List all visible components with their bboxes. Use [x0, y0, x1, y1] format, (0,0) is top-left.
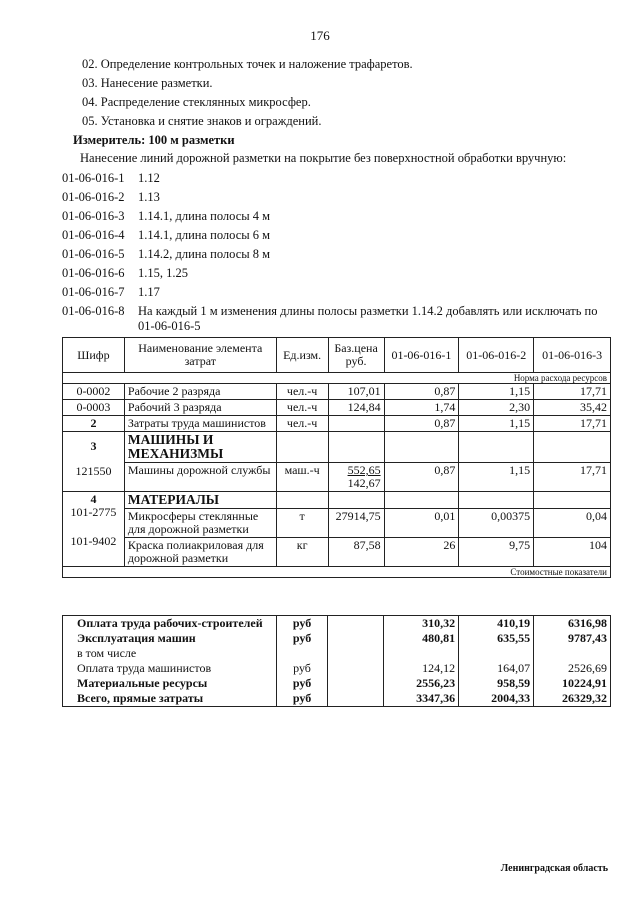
cell-unit: чел.-ч [276, 416, 328, 432]
cost-name: Эксплуатация машин [63, 631, 277, 646]
cell-name: Рабочий 3 разряда [124, 400, 276, 416]
cell-code: 0-0003 [63, 400, 125, 416]
code-id: 01-06-016-7 [62, 285, 125, 299]
cell-name: Краска полиакриловая для дорожной разметки [124, 538, 276, 567]
code-text: 1.14.2, длина полосы 8 м [138, 247, 271, 261]
cost-table [62, 615, 611, 707]
cost-name: Оплата труда машинистов [63, 661, 277, 676]
cell-price [328, 463, 384, 492]
cost-unit: руб [276, 691, 328, 707]
cost-value: 958,59 [459, 676, 534, 691]
cost-value [534, 646, 611, 661]
header-unit: Ед.изм. [276, 338, 328, 373]
cost-row [63, 616, 611, 632]
table-row [63, 538, 611, 567]
cell-unit: чел.-ч [276, 384, 328, 400]
header-price: Баз.цена руб. [328, 338, 384, 373]
header-col2: 01-06-016-2 [459, 338, 534, 373]
measure-unit: Измеритель: 100 м разметки [73, 133, 235, 147]
cost-blank [328, 616, 384, 632]
work-step: 03. Нанесение разметки. [82, 76, 213, 90]
price-line: 552,65 [347, 463, 381, 477]
code-id: 01-06-016-2 [62, 190, 125, 204]
code-id: 01-06-016-5 [62, 247, 125, 261]
cell-value: 17,71 [534, 463, 611, 492]
cost-unit: руб [276, 676, 328, 691]
cost-unit: руб [276, 661, 328, 676]
cell-price [328, 416, 384, 432]
cost-value: 635,55 [459, 631, 534, 646]
cell-value: 17,71 [534, 416, 611, 432]
cost-value: 3347,36 [384, 691, 459, 707]
cost-value: 2526,69 [534, 661, 611, 676]
cell-value: 0,04 [534, 509, 611, 538]
code-id: 01-06-016-8 [62, 304, 125, 318]
cost-name: Всего, прямые затраты [63, 691, 277, 707]
work-step: 02. Определение контрольных точек и наложение трафаретов. [82, 57, 413, 71]
cost-section-label: Стоимостные показатели [63, 567, 611, 578]
cell-name: Рабочие 2 разряда [124, 384, 276, 400]
code-row [62, 228, 270, 243]
cost-value: 480,81 [384, 631, 459, 646]
table-row [63, 384, 611, 400]
code-text: 1.15, 1.25 [138, 266, 188, 280]
cell-code: 4 [90, 492, 97, 506]
cell-value: 0,00375 [459, 509, 534, 538]
cell-value: 1,15 [459, 384, 534, 400]
cost-value: 124,12 [384, 661, 459, 676]
cell-value: 1,15 [459, 463, 534, 492]
table-row [63, 400, 611, 416]
cost-name: в том числе [63, 646, 277, 661]
table-row [63, 509, 611, 538]
code-id: 01-06-016-3 [62, 209, 125, 223]
cost-value: 164,07 [459, 661, 534, 676]
cost-row [63, 661, 611, 676]
cell-group-title: МАШИНЫ И МЕХАНИЗМЫ [124, 432, 276, 463]
code-id: 01-06-016-4 [62, 228, 125, 242]
cell-value: 9,75 [459, 538, 534, 567]
cell-code: 3 [90, 439, 97, 453]
footer-region: Ленинградская область [500, 863, 608, 874]
cell-value: 1,74 [384, 400, 459, 416]
cost-value: 2556,23 [384, 676, 459, 691]
cell-value: 0,87 [384, 416, 459, 432]
page-number: 176 [310, 28, 330, 43]
cell-name: Микросферы стеклянные для дорожной разметки [124, 509, 276, 538]
code-text: 1.14.1, длина полосы 6 м [138, 228, 271, 242]
cost-value [384, 646, 459, 661]
work-step: 04. Распределение стеклянных микросфер. [82, 95, 311, 109]
cell-code: 101-2775 [70, 505, 117, 519]
cell-value: 104 [534, 538, 611, 567]
header-name: Наименование элемента затрат [124, 338, 276, 373]
code-text: 1.17 [138, 285, 160, 299]
cost-value: 310,32 [384, 616, 459, 632]
section-description: Нанесение линий дорожной разметки на покрытие без поверхностной обработки вручную: [80, 151, 567, 165]
cost-unit [276, 646, 328, 661]
code-text: На каждый 1 м изменения длины полосы разметки 1.14.2 добавлять или исключать по 01-06-016-5 [138, 304, 598, 333]
table-row [63, 463, 611, 492]
cell-value: 26 [384, 538, 459, 567]
header-code: Шифр [63, 338, 125, 373]
cell-unit: кг [276, 538, 328, 567]
group-materials [63, 492, 125, 567]
cell-value: 0,01 [384, 509, 459, 538]
table-row [63, 432, 611, 463]
cost-value: 9787,43 [534, 631, 611, 646]
code-text: 1.13 [138, 190, 160, 204]
cell-code: 2 [63, 416, 125, 432]
table-row [63, 416, 611, 432]
cell-name: Затраты труда машинистов [124, 416, 276, 432]
cell-unit: чел.-ч [276, 400, 328, 416]
norm-section-label: Норма расхода ресурсов [63, 373, 611, 384]
table-header-row [63, 338, 611, 373]
code-row [62, 190, 160, 205]
cell-value: 1,15 [459, 416, 534, 432]
cost-name: Материальные ресурсы [63, 676, 277, 691]
code-row [62, 209, 270, 224]
cost-value: 10224,91 [534, 676, 611, 691]
code-text: 1.12 [138, 171, 160, 185]
cell-code: 121550 [75, 464, 112, 478]
cost-blank [328, 631, 384, 646]
cell-price: 124,84 [328, 400, 384, 416]
cost-value: 410,19 [459, 616, 534, 632]
cost-blank [328, 676, 384, 691]
cell-value: 17,71 [534, 384, 611, 400]
code-row [62, 304, 608, 334]
cell-group-title: МАТЕРИАЛЫ [124, 492, 276, 509]
cost-value: 26329,32 [534, 691, 611, 707]
cost-unit: руб [276, 631, 328, 646]
cell-value: 0,87 [384, 384, 459, 400]
code-row [62, 285, 160, 300]
table-row [63, 492, 611, 509]
code-id: 01-06-016-6 [62, 266, 125, 280]
cell-code: 0-0002 [63, 384, 125, 400]
cost-row [63, 676, 611, 691]
cost-blank [328, 691, 384, 707]
price-line: 142,67 [347, 476, 381, 490]
header-col1: 01-06-016-1 [384, 338, 459, 373]
cell-unit: т [276, 509, 328, 538]
cell-value: 0,87 [384, 463, 459, 492]
cell-price: 27914,75 [328, 509, 384, 538]
cost-row [63, 631, 611, 646]
cost-blank [328, 646, 384, 661]
code-text: 1.14.1, длина полосы 4 м [138, 209, 271, 223]
cell-name: Машины дорожной службы [124, 463, 276, 492]
cell-value: 2,30 [459, 400, 534, 416]
cost-row [63, 646, 611, 661]
group-machines [63, 432, 125, 492]
code-row [62, 247, 270, 262]
cost-name: Оплата труда рабочих-строителей [63, 616, 277, 632]
code-row [62, 171, 160, 186]
work-step: 05. Установка и снятие знаков и ограждений. [82, 114, 322, 128]
cost-blank [328, 661, 384, 676]
header-col3: 01-06-016-3 [534, 338, 611, 373]
cell-code: 101-9402 [70, 534, 117, 548]
cost-value: 6316,98 [534, 616, 611, 632]
cost-value: 2004,33 [459, 691, 534, 707]
resource-table [62, 337, 611, 578]
cost-row [63, 691, 611, 707]
cost-value [459, 646, 534, 661]
cell-price: 87,58 [328, 538, 384, 567]
code-id: 01-06-016-1 [62, 171, 125, 185]
cell-unit: маш.-ч [276, 463, 328, 492]
cell-value: 35,42 [534, 400, 611, 416]
code-row [62, 266, 188, 281]
cell-price: 107,01 [328, 384, 384, 400]
cost-unit: руб [276, 616, 328, 632]
